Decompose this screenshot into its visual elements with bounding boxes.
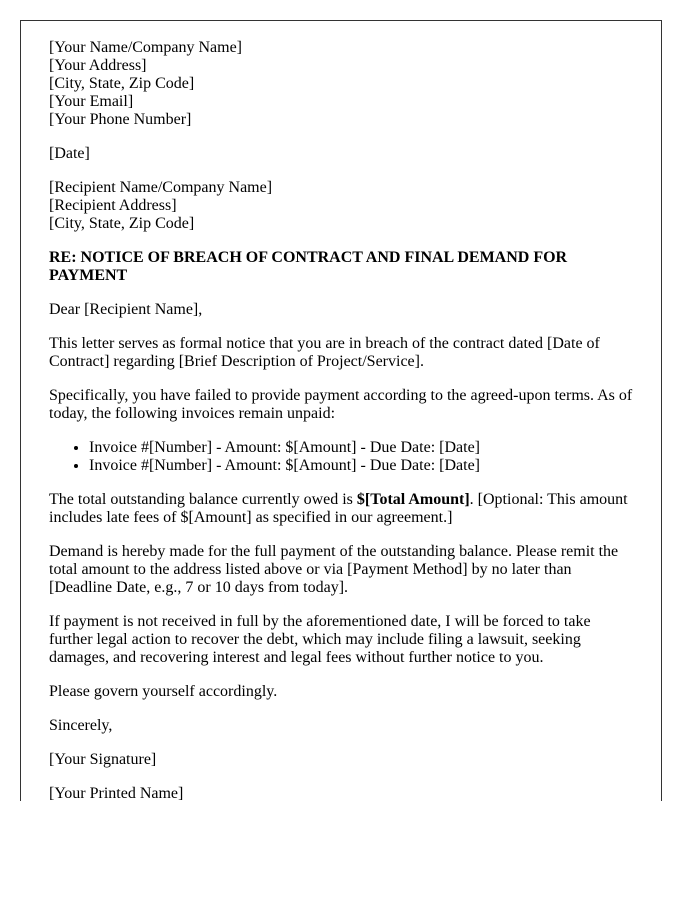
sender-email: [Your Email] <box>49 93 134 110</box>
sender-address: [Your Address] <box>49 57 147 74</box>
recipient-name: [Recipient Name/Company Name] <box>49 179 273 196</box>
total-suffix: . [Optional: This amount includes late fees of $[Amount] as specified in our agreement.] <box>49 491 628 526</box>
closing-note: Please govern yourself accordingly. <box>49 683 278 700</box>
salutation: Dear [Recipient Name], <box>49 301 203 318</box>
total-amount: $[Total Amount] <box>356 491 470 508</box>
intro-paragraph: This letter serves as formal notice that you are in breach of the contract dated [Date of Contract] regarding [Brief Description of Project/Service]. <box>49 335 600 370</box>
consequence-paragraph: If payment is not received in full by the aforementioned date, I will be forced to take further legal action to recover the debt, which may include filing a lawsuit, seeking damages, and recovering interest and legal fees without further notice to you. <box>49 613 591 666</box>
closing: Sincerely, <box>49 717 113 734</box>
sender-phone: [Your Phone Number] <box>49 111 192 128</box>
invoice-list <box>49 439 633 475</box>
demand-paragraph: Demand is hereby made for the full payment of the outstanding balance. Please remit the total amount to the address listed above or via [Payment Method] by no later than [Deadline Date, e.g., 7 or 10 days from today]. <box>49 543 619 596</box>
sender-block <box>49 39 633 129</box>
sender-name: [Your Name/Company Name] <box>49 39 243 56</box>
letter-date: [Date] <box>49 145 90 162</box>
printed-name: [Your Printed Name] <box>49 785 184 801</box>
invoice-item: • Invoice #[Number] - Amount: $[Amount] - Due Date: [Date] <box>89 439 633 457</box>
sender-city-state-zip: [City, State, Zip Code] <box>49 75 195 92</box>
specifics-paragraph: Specifically, you have failed to provide payment according to the agreed-upon terms. As of today, the following invoices remain unpaid: <box>49 387 633 422</box>
invoice-item: • Invoice #[Number] - Amount: $[Amount] - Due Date: [Date] <box>89 457 633 475</box>
subject-heading: RE: NOTICE OF BREACH OF CONTRACT AND FINAL DEMAND FOR PAYMENT <box>49 249 568 284</box>
recipient-city-state-zip: [City, State, Zip Code] <box>49 215 195 232</box>
total-prefix: The total outstanding balance currently owed is <box>49 491 357 508</box>
signature: [Your Signature] <box>49 751 157 768</box>
recipient-address: [Recipient Address] <box>49 197 177 214</box>
letter-container <box>20 20 662 801</box>
recipient-block <box>49 179 633 233</box>
total-balance-paragraph <box>49 491 633 527</box>
